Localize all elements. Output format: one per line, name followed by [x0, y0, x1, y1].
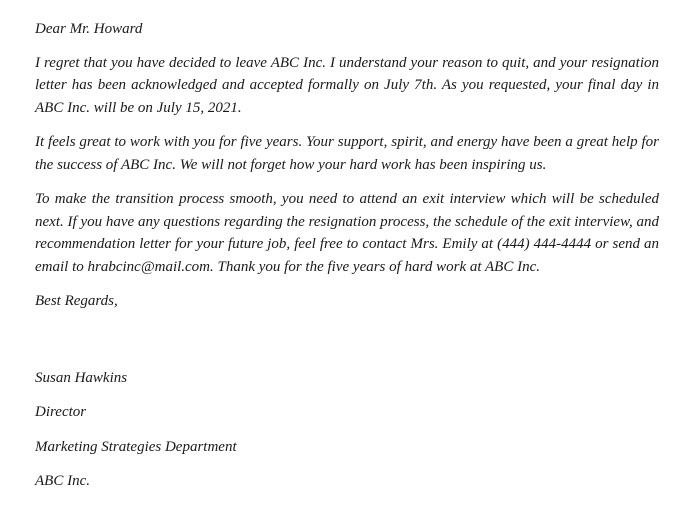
closing: Best Regards,: [35, 293, 118, 309]
signer-company: ABC Inc.: [35, 473, 90, 489]
paragraph-resignation-acknowledged: I regret that you have decided to leave ABC Inc. I understand your reason to quit, and your resignation letter has been acknowledged and accepted formally on July 7th. As you requested, your final day in ABC Inc. will be on July 15, 2021.: [35, 54, 659, 116]
letter-body: [35, 18, 659, 493]
signer-name: Susan Hawkins: [35, 369, 128, 386]
signer-department: Marketing Strategies Department: [35, 438, 237, 455]
paragraph-appreciation: It feels great to work with you for five years. Your support, spirit, and energy have been a great help for the success of ABC Inc. We will not forget how your hard work has been inspiring us.: [35, 134, 659, 173]
paragraph-exit-interview: To make the transition process smooth, you need to attend an exit interview which will be scheduled next. If you have any questions regarding the resignation process, the schedule of the exit interview, and recommendation letter for your future job, feel free to contact Mrs. Emily at (444) 444-4444 or send an email to hrabcinc@mail.com. Thank you for the five years of hard work at ABC Inc.: [35, 191, 659, 275]
salutation: Dear Mr. Howard: [35, 21, 143, 37]
signer-title: Director: [35, 404, 87, 420]
